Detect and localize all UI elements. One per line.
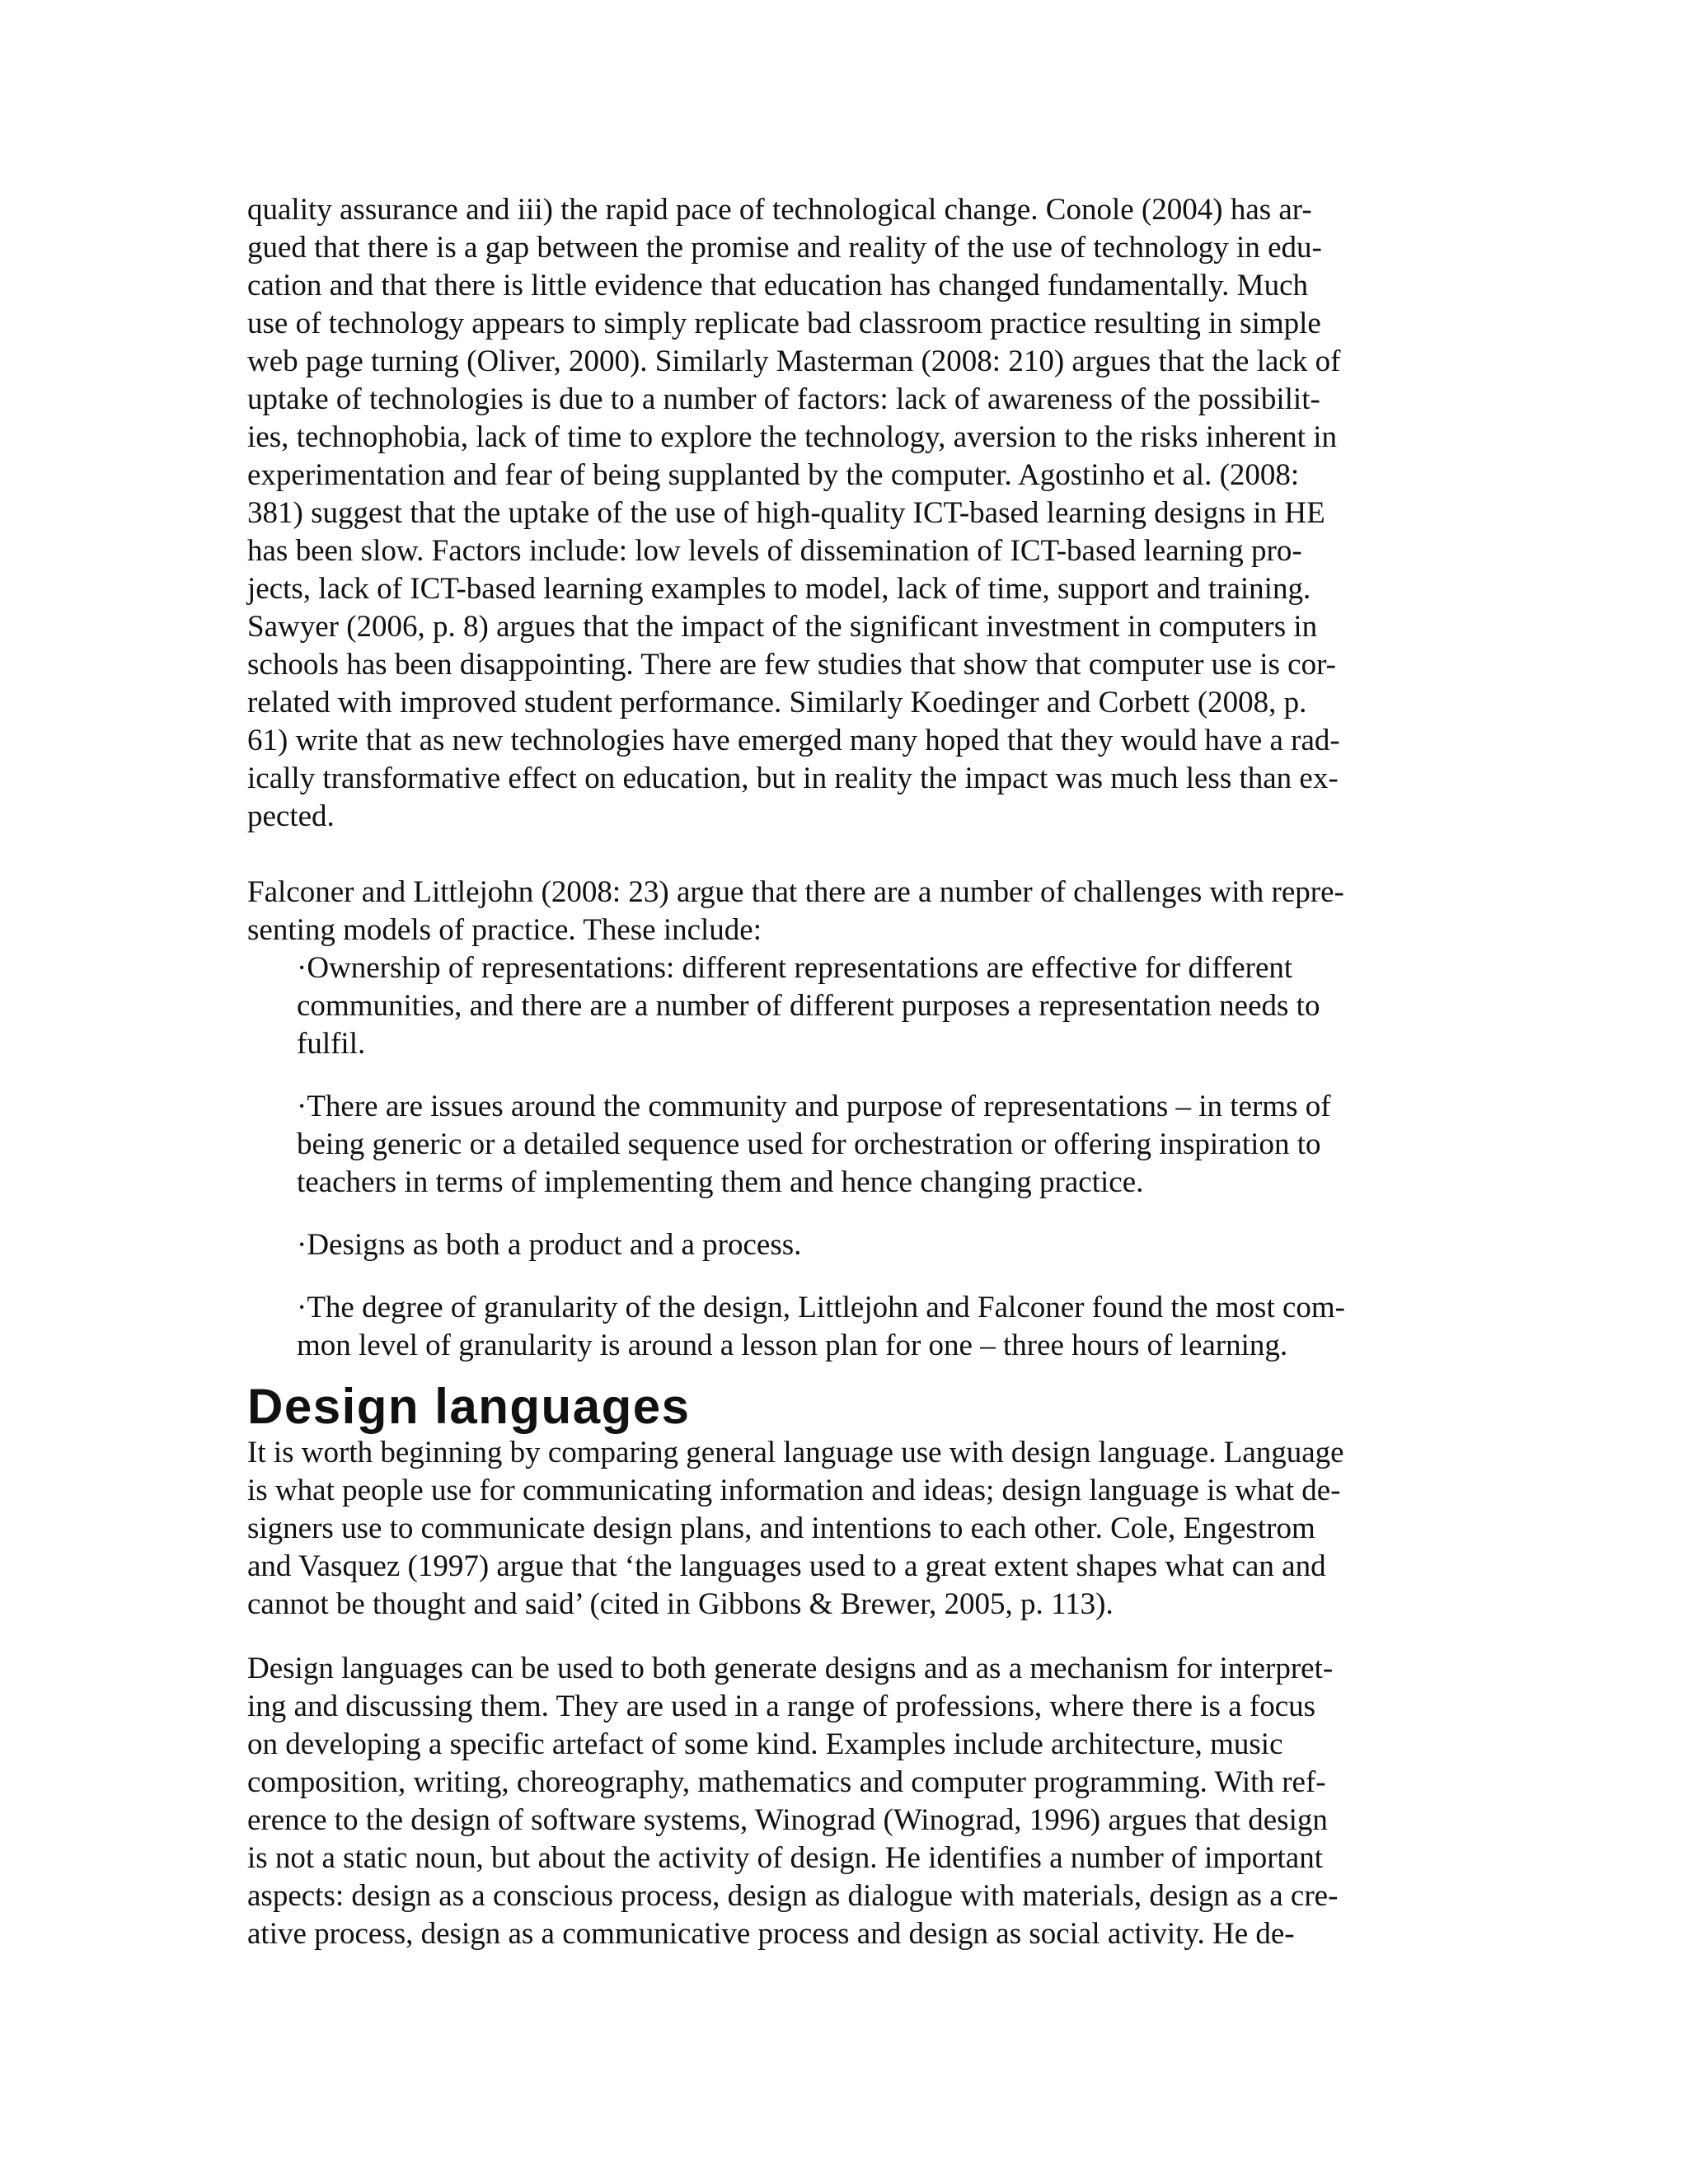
text-line: quality assurance and iii) the rapid pace of technological change. Conole (2004) has ar- (247, 193, 1312, 227)
text-line: signers use to communicate design plans, and intentions to each other. Cole, Engestrom (247, 1511, 1315, 1545)
paragraph-spacer (247, 836, 1434, 874)
text-line: aspects: design as a conscious process, design as dialogue with materials, design as a cre- (247, 1879, 1339, 1913)
text-line: composition, writing, choreography, mathematics and computer programming. With ref- (247, 1765, 1326, 1799)
text-line: uptake of technologies is due to a number of factors: lack of awareness of the possibilit- (247, 382, 1320, 416)
text-line: Falconer and Littlejohn (2008: 23) argue that there are a number of challenges with repre- (247, 875, 1344, 909)
text-line: fulfil. (297, 1027, 366, 1061)
text-line: on developing a specific artefact of some kind. Examples include architecture, music (247, 1727, 1283, 1761)
text-line: gued that there is a gap between the promise and reality of the use of technology in edu- (247, 231, 1322, 265)
text-line: communities, and there are a number of different purposes a representation needs to (297, 989, 1320, 1023)
text-line: being generic or a detailed sequence used for orchestration or offering inspiration to (297, 1127, 1321, 1161)
challenges-list (247, 949, 1434, 1365)
text-line: ing and discussing them. They are used in a range of professions, where there is a focus (247, 1690, 1316, 1723)
text-line: jects, lack of ICT-based learning examples to model, lack of time, support and training. (247, 572, 1311, 606)
paragraph-challenges-intro (247, 874, 1434, 949)
text-line: erence to the design of software systems, Winograd (Winograd, 1996) argues that design (247, 1803, 1328, 1837)
paragraph-spacer (247, 1624, 1434, 1650)
text-line: use of technology appears to simply replicate bad classroom practice resulting in simple (247, 307, 1321, 340)
text-line: 381) suggest that the uptake of the use of high-quality ICT-based learning designs in HE (247, 496, 1325, 530)
document-page (247, 191, 1434, 1953)
list-item (297, 949, 1434, 1063)
text-line: teachers in terms of implementing them and hence changing practice. (297, 1165, 1144, 1199)
text-line: cation and that there is little evidence that education has changed fundamentally. Much (247, 269, 1308, 302)
text-line: Sawyer (2006, p. 8) argues that the impact of the significant investment in computers in (247, 610, 1318, 644)
text-line: pected. (247, 799, 335, 833)
text-line: ies, technophobia, lack of time to explore the technology, aversion to the risks inherent in (247, 420, 1338, 454)
paragraph-design-language-uses (247, 1650, 1434, 1953)
text-line: schools has been disappointing. There are few studies that show that computer use is cor- (247, 648, 1336, 682)
text-line: has been slow. Factors include: low levels of dissemination of ICT-based learning pro- (247, 534, 1302, 568)
text-line: It is worth beginning by comparing general language use with design language. Language (247, 1436, 1344, 1469)
text-line: and Vasquez (1997) argue that ‘the languages used to a great extent shapes what can and (247, 1549, 1326, 1583)
text-line: senting models of practice. These include: (247, 913, 762, 947)
text-line: is not a static noun, but about the activity of design. He identifies a number of important (247, 1841, 1323, 1875)
text-line: ·Designs as both a product and a process. (297, 1228, 802, 1262)
text-line: cannot be thought and said’ (cited in Gibbons & Brewer, 2005, p. 113). (247, 1587, 1114, 1621)
list-item (297, 1226, 1434, 1264)
paragraph-technology-uptake (247, 191, 1434, 836)
text-line: web page turning (Oliver, 2000). Similarly Masterman (2008: 210) argues that the lack of (247, 344, 1341, 378)
paragraph-design-language-intro (247, 1434, 1434, 1624)
text-line: ically transformative effect on education, but in reality the impact was much less than ex- (247, 762, 1339, 795)
text-line: experimentation and fear of being supplanted by the computer. Agostinho et al. (2008: (247, 458, 1300, 492)
text-line: ·Ownership of representations: different representations are effective for different (297, 951, 1293, 985)
list-item (297, 1289, 1434, 1365)
text-line: ·The degree of granularity of the design, Littlejohn and Falconer found the most com- (297, 1291, 1346, 1324)
list-item (297, 1088, 1434, 1202)
text-line: ative process, design as a communicative process and design as social activity. He de- (247, 1917, 1295, 1951)
text-line: 61) write that as new technologies have emerged many hoped that they would have a rad- (247, 724, 1340, 757)
text-line: Design languages can be used to both generate designs and as a mechanism for interpret- (247, 1652, 1334, 1685)
section-heading: Design languages (247, 1379, 691, 1434)
text-line: related with improved student performance. Similarly Koedinger and Corbett (2008, p. (247, 686, 1307, 719)
text-line: is what people use for communicating information and ideas; design language is what de- (247, 1474, 1341, 1507)
text-line: ·There are issues around the community and purpose of representations – in terms of (297, 1090, 1331, 1123)
text-line: mon level of granularity is around a lesson plan for one – three hours of learning. (297, 1329, 1288, 1362)
